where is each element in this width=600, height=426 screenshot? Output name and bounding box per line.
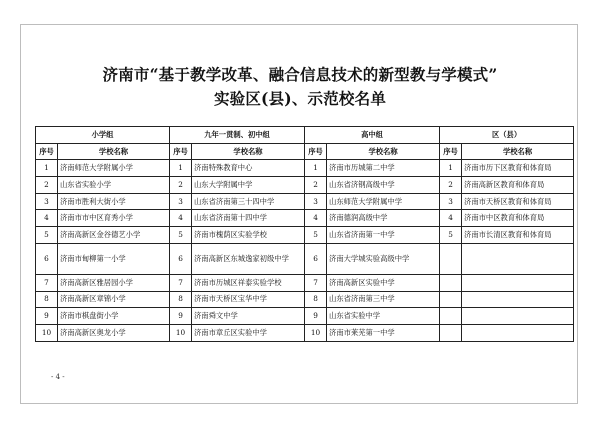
document-title-line-1: 济南市“基于教学改革、融合信息技术的新型教与学模式” bbox=[102, 65, 498, 84]
primary-seq: 6 bbox=[36, 243, 58, 274]
middle-school: 济南高新区东城逸家初级中学 bbox=[192, 243, 305, 274]
primary-school: 济南高新区奥龙小学 bbox=[58, 324, 170, 341]
middle-seq: 4 bbox=[170, 210, 192, 227]
high-seq: 3 bbox=[305, 193, 327, 210]
group-header-high: 高中组 bbox=[305, 127, 440, 144]
high-seq: 8 bbox=[305, 291, 327, 308]
high-seq: 7 bbox=[305, 274, 327, 291]
high-school: 山东省实验中学 bbox=[327, 308, 440, 325]
middle-school: 济南特殊教育中心 bbox=[192, 160, 305, 177]
header-seq: 序号 bbox=[170, 143, 192, 160]
primary-seq: 10 bbox=[36, 324, 58, 341]
district-name: 济南市天桥区教育和体育局 bbox=[462, 193, 574, 210]
high-seq: 1 bbox=[305, 160, 327, 177]
district-seq bbox=[440, 324, 462, 341]
table-row bbox=[36, 177, 574, 194]
document-title-line-2: 实验区(县)、示范校名单 bbox=[213, 89, 387, 108]
table-row bbox=[36, 274, 574, 291]
primary-school: 济南市胜利大街小学 bbox=[58, 193, 170, 210]
primary-school: 济南市市中区育秀小学 bbox=[58, 210, 170, 227]
group-header-row bbox=[36, 127, 574, 144]
primary-seq: 7 bbox=[36, 274, 58, 291]
high-school: 济南德润高级中学 bbox=[327, 210, 440, 227]
primary-seq: 9 bbox=[36, 308, 58, 325]
district-name: 济南市长清区教育和体育局 bbox=[462, 227, 574, 244]
header-school-name: 学校名称 bbox=[327, 143, 440, 160]
column-header-row bbox=[36, 143, 574, 160]
middle-seq: 1 bbox=[170, 160, 192, 177]
primary-seq: 1 bbox=[36, 160, 58, 177]
district-seq: 5 bbox=[440, 227, 462, 244]
header-seq: 序号 bbox=[440, 143, 462, 160]
district-name: 济南高新区教育和体育局 bbox=[462, 177, 574, 194]
middle-seq: 7 bbox=[170, 274, 192, 291]
middle-seq: 10 bbox=[170, 324, 192, 341]
primary-seq: 5 bbox=[36, 227, 58, 244]
middle-school: 山东省济南第三十四中学 bbox=[192, 193, 305, 210]
primary-school: 济南高新区雅居园小学 bbox=[58, 274, 170, 291]
district-name: 济南市历下区教育和体育局 bbox=[462, 160, 574, 177]
high-seq: 9 bbox=[305, 308, 327, 325]
high-school: 济南市历城第二中学 bbox=[327, 160, 440, 177]
high-school: 济南高新区实验中学 bbox=[327, 274, 440, 291]
primary-seq: 4 bbox=[36, 210, 58, 227]
group-header-district: 区（县） bbox=[440, 127, 574, 144]
primary-school: 济南高新区金谷德艺小学 bbox=[58, 227, 170, 244]
primary-school: 济南高新区章锦小学 bbox=[58, 291, 170, 308]
middle-seq: 6 bbox=[170, 243, 192, 274]
primary-school: 济南市甸柳第一小学 bbox=[58, 243, 170, 274]
high-seq: 10 bbox=[305, 324, 327, 341]
middle-school: 济南市章丘区实验中学 bbox=[192, 324, 305, 341]
page-number: - 4 - bbox=[51, 373, 65, 381]
primary-school: 山东省实验小学 bbox=[58, 177, 170, 194]
primary-school: 济南师范大学附属小学 bbox=[58, 160, 170, 177]
primary-seq: 8 bbox=[36, 291, 58, 308]
district-seq: 1 bbox=[440, 160, 462, 177]
high-seq: 4 bbox=[305, 210, 327, 227]
high-school: 山东省济钢高级中学 bbox=[327, 177, 440, 194]
table-row bbox=[36, 324, 574, 341]
group-header-middle: 九年一贯制、初中组 bbox=[170, 127, 305, 144]
district-seq bbox=[440, 308, 462, 325]
high-seq: 5 bbox=[305, 227, 327, 244]
district-seq bbox=[440, 291, 462, 308]
middle-school: 济南市历城区祥泰实验学校 bbox=[192, 274, 305, 291]
header-school-name: 学校名称 bbox=[462, 143, 574, 160]
district-seq: 3 bbox=[440, 193, 462, 210]
header-seq: 序号 bbox=[36, 143, 58, 160]
table-row bbox=[36, 243, 574, 274]
primary-seq: 2 bbox=[36, 177, 58, 194]
high-seq: 2 bbox=[305, 177, 327, 194]
high-school: 济南大学城实验高级中学 bbox=[327, 243, 440, 274]
middle-school: 济南舜文中学 bbox=[192, 308, 305, 325]
district-name bbox=[462, 274, 574, 291]
district-name bbox=[462, 308, 574, 325]
high-seq: 6 bbox=[305, 243, 327, 274]
district-name bbox=[462, 324, 574, 341]
district-name bbox=[462, 243, 574, 274]
district-seq bbox=[440, 274, 462, 291]
middle-seq: 9 bbox=[170, 308, 192, 325]
middle-seq: 8 bbox=[170, 291, 192, 308]
header-school-name: 学校名称 bbox=[58, 143, 170, 160]
district-seq: 4 bbox=[440, 210, 462, 227]
table-row bbox=[36, 160, 574, 177]
schools-table bbox=[35, 126, 574, 342]
district-name: 济南市中区教育和体育局 bbox=[462, 210, 574, 227]
primary-seq: 3 bbox=[36, 193, 58, 210]
table-row bbox=[36, 308, 574, 325]
table-row bbox=[36, 291, 574, 308]
middle-seq: 3 bbox=[170, 193, 192, 210]
middle-school: 山东省济南第十四中学 bbox=[192, 210, 305, 227]
header-school-name: 学校名称 bbox=[192, 143, 305, 160]
high-school: 山东师范大学附属中学 bbox=[327, 193, 440, 210]
middle-school: 山东大学附属中学 bbox=[192, 177, 305, 194]
table-row bbox=[36, 193, 574, 210]
table-row bbox=[36, 227, 574, 244]
middle-school: 济南市天桥区宝华中学 bbox=[192, 291, 305, 308]
high-school: 山东省济南第三中学 bbox=[327, 291, 440, 308]
district-name bbox=[462, 291, 574, 308]
high-school: 山东省济南第一中学 bbox=[327, 227, 440, 244]
group-header-primary: 小学组 bbox=[36, 127, 170, 144]
header-seq: 序号 bbox=[305, 143, 327, 160]
district-seq bbox=[440, 243, 462, 274]
district-seq: 2 bbox=[440, 177, 462, 194]
middle-seq: 5 bbox=[170, 227, 192, 244]
primary-school: 济南市棋盘街小学 bbox=[58, 308, 170, 325]
table-row bbox=[36, 210, 574, 227]
middle-seq: 2 bbox=[170, 177, 192, 194]
high-school: 济南市莱芜第一中学 bbox=[327, 324, 440, 341]
middle-school: 济南市槐荫区实验学校 bbox=[192, 227, 305, 244]
